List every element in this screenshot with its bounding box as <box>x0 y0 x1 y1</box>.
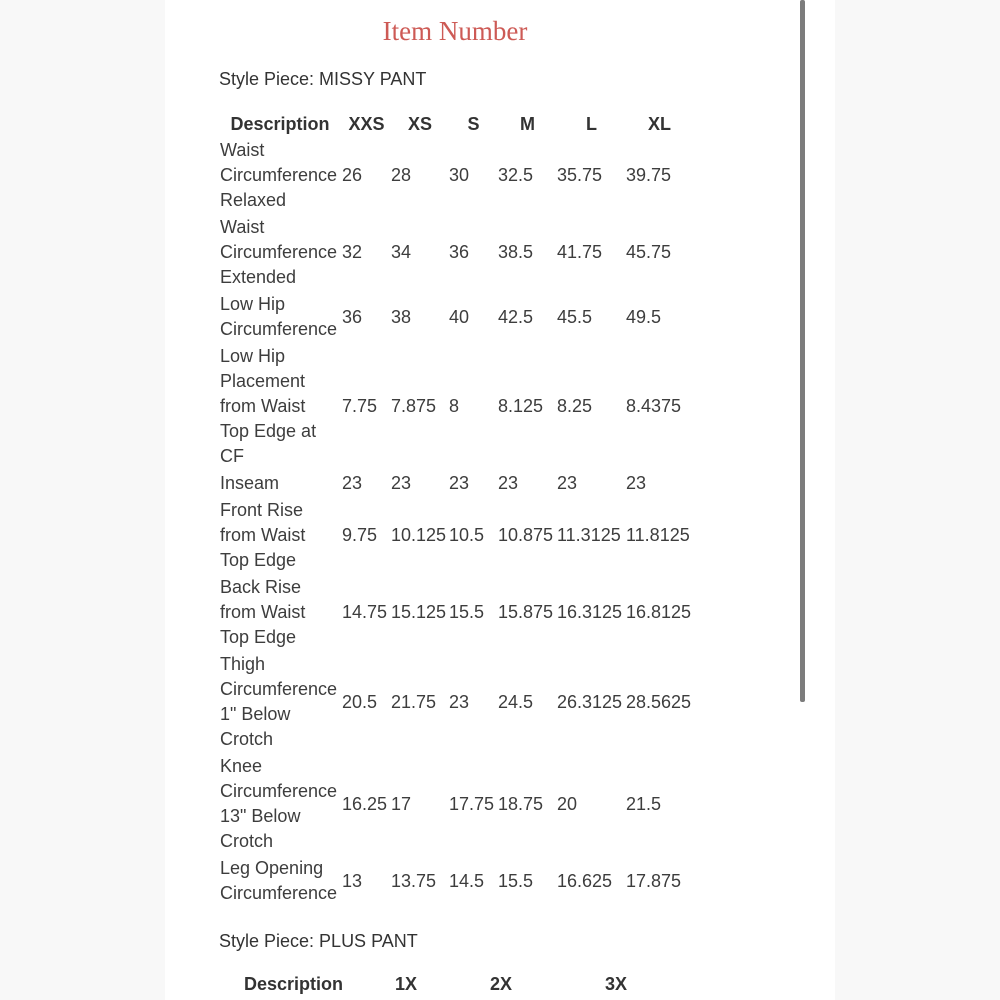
description-line: Circumference <box>220 242 338 262</box>
description-line: Inseam <box>220 473 280 493</box>
size-value-cell: 23 <box>391 473 412 493</box>
size-value-cell: 23 <box>342 473 363 493</box>
description-line: Top Edge <box>220 550 297 570</box>
table-row <box>218 471 693 498</box>
size-value-cell: 16.25 <box>342 793 388 814</box>
description-line: from Waist <box>220 525 306 545</box>
size-value-cell: 23 <box>449 473 470 493</box>
description-line: Low Hip <box>220 346 286 366</box>
column-header-description: Description <box>230 113 330 134</box>
size-value-cell: 36 <box>449 242 470 262</box>
row-description <box>218 138 342 215</box>
description-line: Extended <box>220 267 297 287</box>
plus-column-header-3x: 3X <box>605 974 628 994</box>
size-value-cell: 45.75 <box>626 242 672 262</box>
description-line: from Waist <box>220 602 306 622</box>
size-value-cell: 30 <box>449 165 470 185</box>
description-line: Relaxed <box>220 190 287 210</box>
column-header-s: S <box>467 113 480 134</box>
size-value-cell: 10.875 <box>498 525 554 545</box>
size-value-cell: 38.5 <box>498 242 534 262</box>
size-value-cell: 15.875 <box>498 602 554 622</box>
size-value-cell: 11.8125 <box>626 525 690 545</box>
page-title: Item Number <box>382 16 528 46</box>
size-value-cell: 23 <box>449 691 470 712</box>
size-value-cell: 42.5 <box>498 306 534 327</box>
table-row <box>218 344 693 471</box>
row-description <box>218 498 342 575</box>
size-value-cell: 36 <box>342 306 363 327</box>
size-value-cell: 16.625 <box>557 870 613 891</box>
description-line: Low Hip <box>220 294 286 314</box>
size-value-cell: 7.75 <box>342 396 378 416</box>
size-value-cell: 20 <box>557 793 578 814</box>
size-value-cell: 34 <box>391 242 412 262</box>
size-value-cell: 28 <box>391 165 412 185</box>
description-line: Waist <box>220 140 265 160</box>
size-value-cell: 14.5 <box>449 870 485 891</box>
size-value-cell: 8 <box>449 396 460 416</box>
size-value-cell: 8.125 <box>498 396 544 416</box>
size-value-cell: 18.75 <box>498 793 544 814</box>
description-line: Top Edge at <box>220 421 317 441</box>
column-header-l: L <box>586 113 597 134</box>
size-value-cell: 39.75 <box>626 165 672 185</box>
description-line: Circumference <box>220 319 338 339</box>
table-row <box>218 498 693 575</box>
table-row <box>218 754 693 856</box>
size-value-cell: 35.75 <box>557 165 603 185</box>
column-header-xs: XS <box>407 113 432 134</box>
table-row <box>218 652 693 754</box>
size-value-cell: 8.25 <box>557 396 593 416</box>
row-description <box>218 652 342 754</box>
row-description <box>218 575 342 652</box>
description-line: Top Edge <box>220 627 297 647</box>
size-value-cell: 21.5 <box>626 793 662 814</box>
size-value-cell: 15.5 <box>498 870 534 891</box>
size-value-cell: 13.75 <box>391 870 437 891</box>
size-value-cell: 7.875 <box>391 396 437 416</box>
description-line: Circumference <box>220 165 338 185</box>
description-line: Placement <box>220 371 306 391</box>
description-line: Circumference <box>220 679 338 699</box>
missy-size-table <box>218 110 693 908</box>
size-value-cell: 14.75 <box>342 602 388 622</box>
size-value-cell: 16.3125 <box>557 602 623 622</box>
plus-column-header-1x: 1X <box>395 974 418 994</box>
description-line: from Waist <box>220 396 306 416</box>
size-value-cell: 8.4375 <box>626 396 682 416</box>
size-value-cell: 10.125 <box>391 525 447 545</box>
size-value-cell: 21.75 <box>391 691 437 712</box>
description-line: Crotch <box>220 729 274 749</box>
size-value-cell: 32.5 <box>498 165 534 185</box>
size-value-cell: 40 <box>449 306 470 327</box>
description-line: Crotch <box>220 831 274 851</box>
right-margin <box>835 0 1000 1000</box>
row-description <box>218 215 342 292</box>
description-line: 13" Below <box>220 806 301 826</box>
column-header-xxs: XXS <box>348 113 385 134</box>
description-line: Back Rise <box>220 577 302 597</box>
plus-column-header-description: Description <box>244 974 344 994</box>
size-value-cell: 38 <box>391 306 412 327</box>
description-line: Knee <box>220 756 263 776</box>
description-line: Thigh <box>220 654 266 674</box>
column-header-m: M <box>520 113 535 134</box>
description-line: Leg Opening <box>220 858 324 878</box>
size-value-cell: 16.8125 <box>626 602 692 622</box>
row-description <box>218 754 342 856</box>
size-value-cell: 15.5 <box>449 602 485 622</box>
row-description <box>218 344 342 471</box>
style-piece-missy: Style Piece: MISSY PANT <box>219 69 427 89</box>
description-line: Front Rise <box>220 500 304 520</box>
size-value-cell: 10.5 <box>449 525 485 545</box>
size-value-cell: 23 <box>626 473 647 493</box>
size-value-cell: 17.75 <box>449 793 495 814</box>
plus-column-header-2x: 2X <box>490 974 513 994</box>
description-line: CF <box>220 446 244 466</box>
size-value-cell: 9.75 <box>342 525 378 545</box>
description-line: 1" Below <box>220 704 291 724</box>
size-value-cell: 41.75 <box>557 242 603 262</box>
size-value-cell: 13 <box>342 870 363 891</box>
style-piece-plus: Style Piece: PLUS PANT <box>219 931 418 951</box>
size-value-cell: 26 <box>342 165 363 185</box>
size-value-cell: 11.3125 <box>557 525 621 545</box>
column-header-xl: XL <box>647 113 671 134</box>
table-row <box>218 215 693 292</box>
description-line: Waist <box>220 217 265 237</box>
size-value-cell: 20.5 <box>342 691 378 712</box>
table-row <box>218 292 693 344</box>
size-value-cell: 15.125 <box>391 602 447 622</box>
left-margin <box>0 0 165 1000</box>
size-value-cell: 17.875 <box>626 870 682 891</box>
table-row <box>218 575 693 652</box>
scrollbar-thumb[interactable] <box>800 0 805 702</box>
row-description <box>218 856 342 908</box>
size-value-cell: 17 <box>391 793 412 814</box>
row-description <box>218 471 342 498</box>
size-value-cell: 32 <box>342 242 363 262</box>
size-value-cell: 28.5625 <box>626 691 692 712</box>
size-value-cell: 23 <box>498 473 519 493</box>
table-row <box>218 138 693 215</box>
description-line: Circumference <box>220 883 338 903</box>
size-value-cell: 23 <box>557 473 578 493</box>
size-value-cell: 24.5 <box>498 691 534 712</box>
size-value-cell: 45.5 <box>557 306 593 327</box>
row-description <box>218 292 342 344</box>
table-header-row <box>218 110 693 138</box>
size-value-cell: 26.3125 <box>557 691 623 712</box>
table-row <box>218 856 693 908</box>
size-value-cell: 49.5 <box>626 306 662 327</box>
description-line: Circumference <box>220 781 338 801</box>
